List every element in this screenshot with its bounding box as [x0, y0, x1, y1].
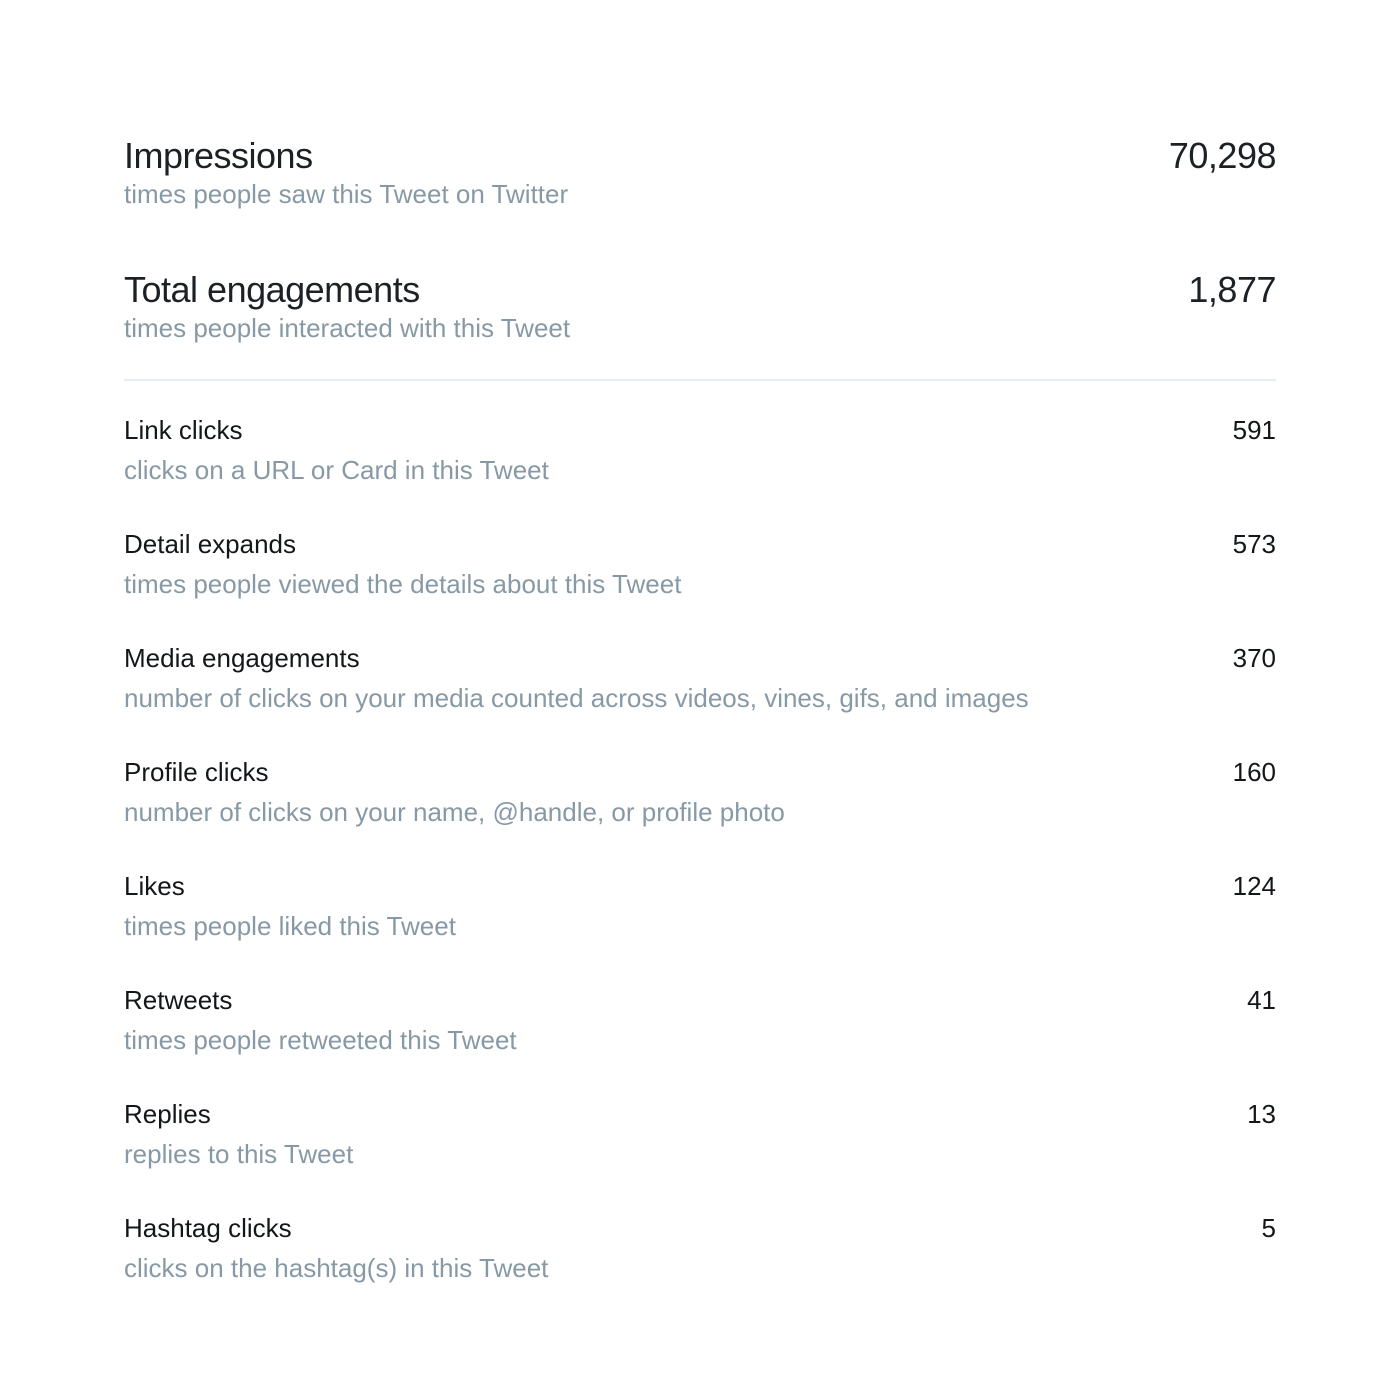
metric-label: Replies — [124, 1099, 211, 1129]
metric-description: clicks on a URL or Card in this Tweet — [124, 455, 549, 485]
metric-description: times people liked this Tweet — [124, 911, 456, 941]
tweet-activity-panel — [124, 0, 1276, 1400]
metric-label: Likes — [124, 871, 185, 901]
metric-value: 13 — [1247, 1099, 1276, 1129]
metric-label: Link clicks — [124, 415, 243, 445]
metric-value: 70,298 — [1168, 135, 1276, 176]
metric-value: 160 — [1232, 757, 1276, 787]
metric-description: clicks on the hashtag(s) in this Tweet — [124, 1253, 549, 1283]
metric-value: 41 — [1247, 985, 1276, 1015]
metric-description: times people viewed the details about this Tweet — [124, 569, 682, 599]
metric-description: times people interacted with this Tweet — [124, 313, 571, 343]
metric-value: 370 — [1232, 643, 1276, 673]
metric-description: times people retweeted this Tweet — [124, 1025, 517, 1055]
metric-label: Retweets — [124, 985, 233, 1015]
section-divider — [124, 379, 1276, 381]
metric-description: times people saw this Tweet on Twitter — [124, 179, 569, 209]
metric-value: 573 — [1232, 529, 1276, 559]
metric-label: Profile clicks — [124, 757, 269, 787]
metric-label: Hashtag clicks — [124, 1213, 292, 1243]
metric-description: number of clicks on your name, @handle, or profile photo — [124, 797, 785, 827]
metric-value: 1,877 — [1188, 269, 1276, 310]
metric-description: number of clicks on your media counted across videos, vines, gifs, and images — [124, 683, 1029, 713]
metric-label: Detail expands — [124, 529, 296, 559]
metric-value: 124 — [1232, 871, 1276, 901]
metric-label: Media engagements — [124, 643, 360, 673]
metric-label: Total engagements — [124, 269, 420, 310]
metric-value: 5 — [1261, 1213, 1276, 1243]
metric-value: 591 — [1232, 415, 1276, 445]
metric-description: replies to this Tweet — [124, 1139, 354, 1169]
metric-label: Impressions — [124, 135, 313, 176]
